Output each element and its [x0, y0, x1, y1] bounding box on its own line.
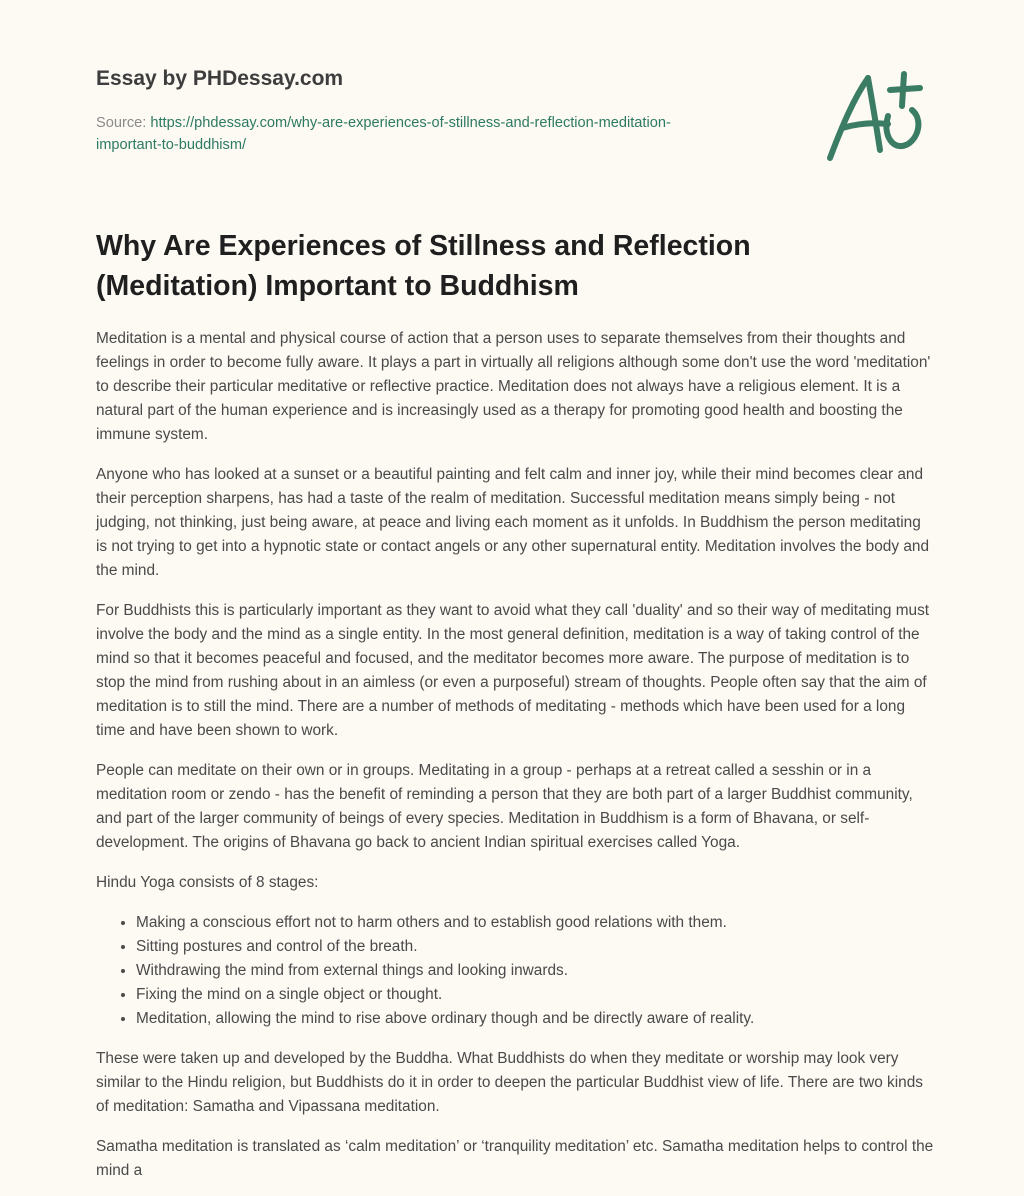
list-item: • Making a conscious effort not to harm others and to establish good relations with them. [136, 911, 936, 935]
list-item: • Withdrawing the mind from external things and looking inwards. [136, 959, 936, 983]
list-intro: Hindu Yoga consists of 8 stages: [96, 874, 319, 891]
paragraph: Anyone who has looked at a sunset or a beautiful painting and felt calm and inner joy, while their mind becomes clear and their perception sharpens, has had a taste of the realm of meditation. Successful meditation means simply being - not judging, not thinking, just being aware, at peace and living each moment as it unfolds. In Buddhism the person meditating is not trying to get into a hypnotic state or contact angels or any other supernatural entity. Meditation involves the body and the mind. [96, 466, 930, 579]
paragraph: These were taken up and developed by the Buddha. What Buddhists do when they meditate or worship may look very similar to the Hindu religion, but Buddhists do it in order to deepen the particular Buddhist view of life. There are two kinds of meditation: Samatha and Vipassana meditation. [96, 1050, 923, 1115]
site-brand: Essay by PHDessay.com [96, 67, 344, 90]
paragraph: Meditation is a mental and physical course of action that a person uses to separate themselves from their thoughts and feelings in order to become fully aware. It plays a part in virtually all religions although some don't use the word 'meditation' to describe their particular meditative or reflective practice. Meditation does not always have a religious element. It is a natural part of the human experience and is increasingly used as a therapy for promoting good health and boosting the immune system. [96, 330, 931, 443]
paragraph-truncated: Samatha meditation is translated as ‘calm meditation’ or ‘tranquility meditation’ etc. Samatha meditation helps to control the mind a [96, 1138, 934, 1179]
list-item: • Sitting postures and control of the breath. [136, 935, 936, 959]
source-line [96, 112, 716, 156]
article-title: Why Are Experiences of Stillness and Reflection (Meditation) Important to Buddhism [96, 230, 751, 302]
source-label: Source: [96, 115, 151, 131]
list-item: • Meditation, allowing the mind to rise above ordinary though and be directly aware of reality. [136, 1007, 936, 1031]
source-link[interactable]: https://phdessay.com/why-are-experiences-of-stillness-and-reflection-meditation-important-to-buddhism/ [96, 115, 671, 153]
paragraph: For Buddhists this is particularly important as they want to avoid what they call 'duality' and so their way of meditating must involve the body and the mind as a single entity. In the most general definition, meditation is a way of taking control of the mind so that it becomes peaceful and focused, and the meditator becomes more aware. The purpose of meditation is to stop the mind from rushing about in an aimless (or even a purposeful) stream of thoughts. People often say that the aim of meditation is to still the mind. There are a number of methods of meditating - methods which have been used for a long time and have been shown to work. [96, 602, 930, 739]
a-plus-logo-icon [820, 66, 930, 166]
yoga-stages-list [96, 911, 936, 1031]
list-item: • Fixing the mind on a single object or thought. [136, 983, 936, 1007]
article-body [96, 327, 936, 1183]
paragraph: People can meditate on their own or in groups. Meditating in a group - perhaps at a retreat called a sesshin or in a meditation room or zendo - has the benefit of reminding a person that they are both part of a larger Buddhist community, and part of the larger community of beings of every species. Meditation in Buddhism is a form of Bhavana, or self-development. The origins of Bhavana go back to ancient Indian spiritual exercises called Yoga. [96, 762, 913, 851]
